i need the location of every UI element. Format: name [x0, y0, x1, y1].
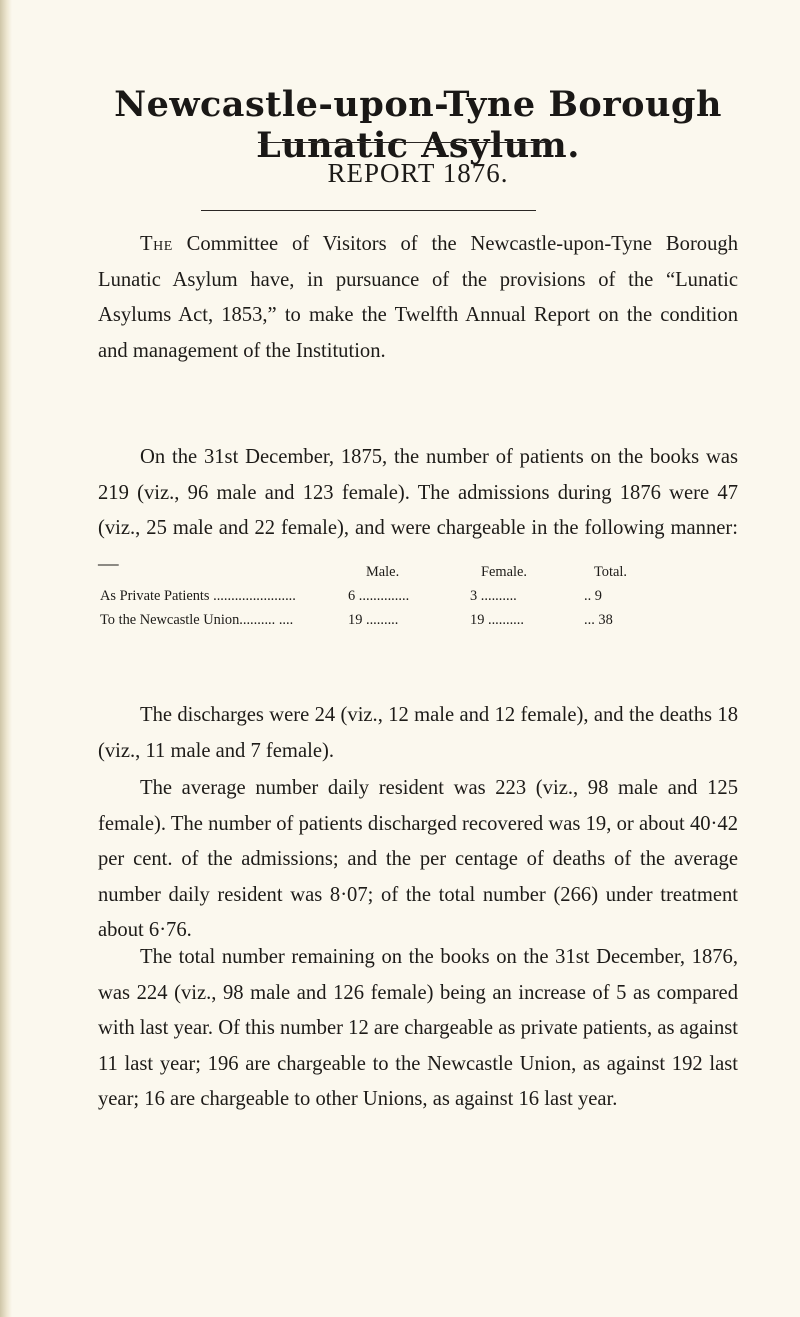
row-male: 19 ......... — [348, 612, 399, 628]
row-male: 6 .............. — [348, 588, 410, 604]
heading-rule — [258, 142, 548, 143]
intro-lead-word: The — [140, 233, 173, 255]
intro-text: Committee of Visitors of the Newcastle-upon-Tyne Borough Lunatic Asylum have, in pursuance of the provisions of the “Lunatic Asylums Act, 1853,” to make the Twelfth Annual Report on the condition and management of the Institution. — [98, 233, 738, 362]
table-header — [98, 560, 738, 584]
admissions-table — [98, 560, 738, 632]
paragraph-admissions: On the 31st December, 1875, the number of patients on the books was 219 (viz., 96 male and 123 female). The admissions during 1876 were 47 (viz., 25 male and 22 female), and were chargeable in the following manner:— — [98, 446, 738, 575]
header-male: Male. — [366, 564, 400, 580]
row-female: 19 .......... — [470, 612, 524, 628]
asylum-heading: Newcastle-upon-Tyne Borough Lunatic Asylum. — [114, 84, 722, 166]
row-label: As Private Patients ....................... — [100, 588, 296, 604]
paragraph-discharges: The discharges were 24 (viz., 12 male and 12 female), and the deaths 18 (viz., 11 male and 7 female). — [98, 704, 738, 762]
page-edge-shadow — [0, 0, 12, 1317]
table-row — [98, 584, 738, 608]
paragraph-remaining: The total number remaining on the books on the 31st December, 1876, was 224 (viz., 98 male and 126 female) being an increase of 5 as compared with last year. Of this number 12 are chargeable as private patients, as against 11 last year; 196 are chargeable to the Newcastle Union, as against 192 last year; 16 are chargeable to other Unions, as against 16 last year. — [98, 946, 738, 1110]
header-total: Total. — [594, 564, 627, 580]
row-total: ... 38 — [584, 612, 613, 628]
title-rule — [201, 210, 536, 211]
row-label: To the Newcastle Union.......... .... — [100, 612, 294, 628]
report-title: REPORT 1876. — [327, 158, 509, 188]
paragraph-averages: The average number daily resident was 223 (viz., 98 male and 125 female). The number of patients discharged recovered was 19, or about 40·42 per cent. of the admissions; and the per centage of deaths of the average number daily resident was 8·07; of the total number (266) under treatment about 6·76. — [98, 777, 738, 941]
paragraph-intro — [98, 227, 738, 369]
header-female: Female. — [481, 564, 527, 580]
row-female: 3 .......... — [470, 588, 517, 604]
row-total: .. 9 — [584, 588, 602, 604]
table-row — [98, 608, 738, 632]
